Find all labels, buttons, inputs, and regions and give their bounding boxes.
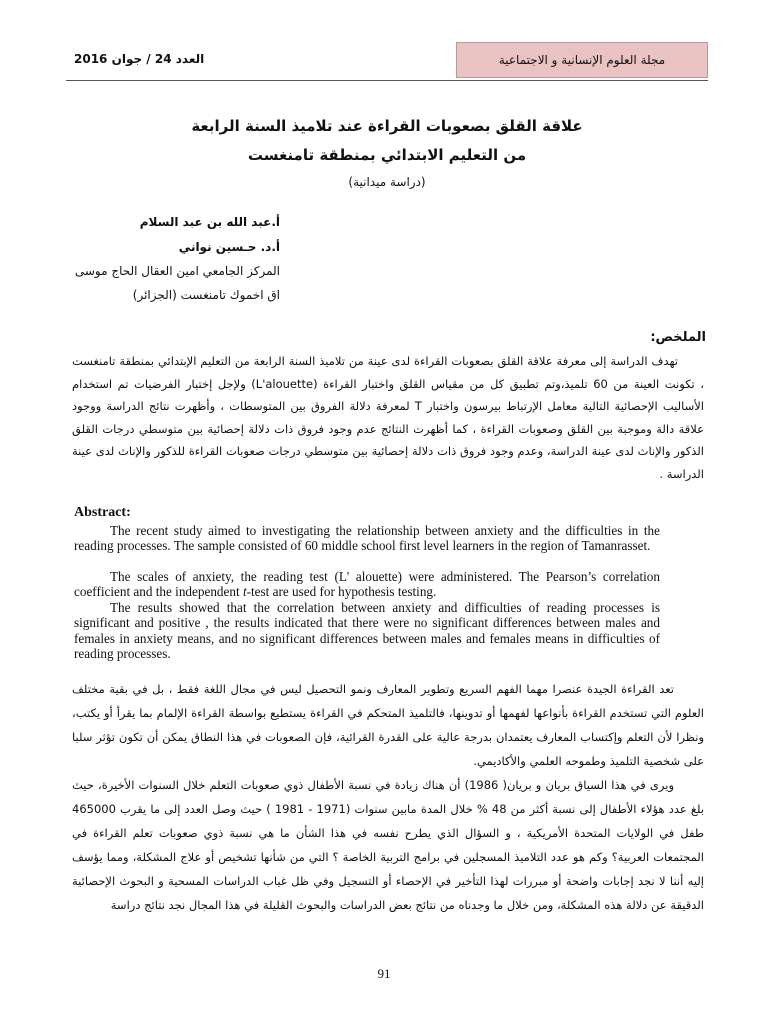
page-number: 91 bbox=[377, 966, 391, 981]
english-abstract-p3-text: The results showed that the correlation between anxiety and difficulties of reading processes is significant and positive , the results indicated that there were no significant differences between males and females in anxiety means, and no significant differences between males and females means in difficulties of reading processes. bbox=[74, 600, 660, 661]
arabic-abstract-text: تهدف الدراسة إلى معرفة علاقة القلق بصعوبات القراءة لدى عينة من تلاميذ السنة الرابعة من التعليم الإبتدائي بمنطقة تامنغست ، تكونت العينة من 60 تلميذ،وتم تطبيق كل من مقياس القلق واختبار القراءة (L'alouette) ولإجل إختبار الفرضيات تم استخدام الأساليب الإحصائية التالية معامل الإرتباط بيرسون واختبار T لمعرفة دلالة الفروق بين المتوسطات ، وأظهرت نتائج الدراسة ووجود علاقة دالة وموجبة بين القلق وصعوبات القراءة ، كما أظهرت النتائج عدم وجود فروق ذات دلالة إحصائية بين متوسطي درجات القلق الذكور والإناث لدى عينة الدراسة، وعدم وجود فروق ذات دلالة إحصائية بين متوسطي درجات صعوبات القراءة للذكور والإناث لدى عينة الدراسة . bbox=[72, 354, 704, 481]
title-line-2: من التعليم الابتدائي بمنطقة تامنغست bbox=[247, 146, 527, 164]
page-header bbox=[66, 40, 708, 80]
english-abstract-paragraph-3 bbox=[74, 600, 660, 661]
header-divider bbox=[66, 80, 708, 81]
english-abstract-paragraph-2 bbox=[74, 569, 660, 600]
author-2: أ.د. حـسين نواني bbox=[178, 240, 280, 254]
english-abstract-paragraph-1 bbox=[74, 523, 660, 554]
author-1: أ.عبد الله بن عبد السلام bbox=[139, 215, 280, 229]
english-abstract-heading: Abstract: bbox=[74, 505, 131, 520]
english-abstract-p2-text-b: -test are used for hypothesis testing. bbox=[246, 584, 437, 600]
body-paragraph-2: ويرى في هذا السياق بريان و بريان( 1986) أن هناك زيادة في نسبة الأطفال ذوي صعوبات التعلم خلال السنوات الأخيرة، حيث بلغ عدد هؤلاء الأطفال إلى نسبة أكثر من 48 % خلال المدة مابين سنوات (1971 - 1981 ) حيث وصل العدد إلى ما يقرب 465000 طفل في الولايات المتحدة الأمريكية ، و السؤال الذي يطرح نفسه في هذا الشأن ما هي نسبة ذوي صعوبات تعلم القراءة في المجتمعات العربية؟ وكم هو عدد التلاميذ المسجلين في برامج التربية الخاصة ؟ التي من شأنها تشخيص أو علاج المشكلة، ومما يؤسف إليه أننا لا نجد إجابات واضحة أو مبررات لهذا التأخير في الإحصاء أو التسجيل وفي ظل غياب الدراسات المسحية و البحوث الإحصائية الدقيقة عن دلالة هذه المشكلة، ومن خلال ما وجدناه من نتائج بعض الدراسات والبحوث القليلة في هذا المجال نجد نتائج دراسة bbox=[72, 778, 704, 912]
study-type-note: (دراسة ميدانية) bbox=[348, 175, 426, 189]
body-paragraph-1: تعد القراءة الجيدة عنصرا مهما الفهم السريع وتطوير المعارف ونمو التحصيل ليس في مجال اللغة فقط ، بل في بقية مختلف العلوم التي تستخدم القراءة بأنواعها لفهمها أو تدوينها، فالتلميذ المتحكم في القراءة يستطيع بواسطة القراءة الإلمام بما يقرأ أو يكتب، ونظرا لأن التعلم وإكتساب المعارف يعتمدان بدرجة عالية على القدرة القرائية، فإن الصعوبات في هذا النطاق يمكن أن تكون تؤثر سلبا على شخصية التلميذ وطموحه العلمي والأكاديمي. bbox=[72, 682, 704, 768]
title-line-1: علاقة القلق بصعوبات القراءة عند تلاميذ السنة الرابعة bbox=[191, 117, 583, 135]
affiliation-2: اق اخموك تامنغست (الجزائر) bbox=[132, 288, 280, 302]
arabic-abstract-heading: الملخص: bbox=[650, 330, 706, 345]
journal-name: مجلة العلوم الإنسانية و الاجتماعية bbox=[498, 53, 666, 67]
issue-label: العدد 24 / جوان 2016 bbox=[74, 52, 205, 66]
affiliation-1: المركز الجامعي امين العقال الحاج موسى bbox=[74, 264, 280, 278]
english-abstract-p2-italic: t bbox=[242, 584, 247, 600]
english-abstract-p2-text-a: The scales of anxiety, the reading test (L' alouette) were administered. The Pearson’s correlation coefficient and the independent bbox=[74, 569, 660, 600]
english-abstract-p1-text: The recent study aimed to investigating the relationship between anxiety and the difficulties in the reading processes. The sample consisted of 60 middle school first level learners in the region of Tamanrasset. bbox=[74, 523, 660, 554]
journal-name-box bbox=[456, 42, 708, 78]
